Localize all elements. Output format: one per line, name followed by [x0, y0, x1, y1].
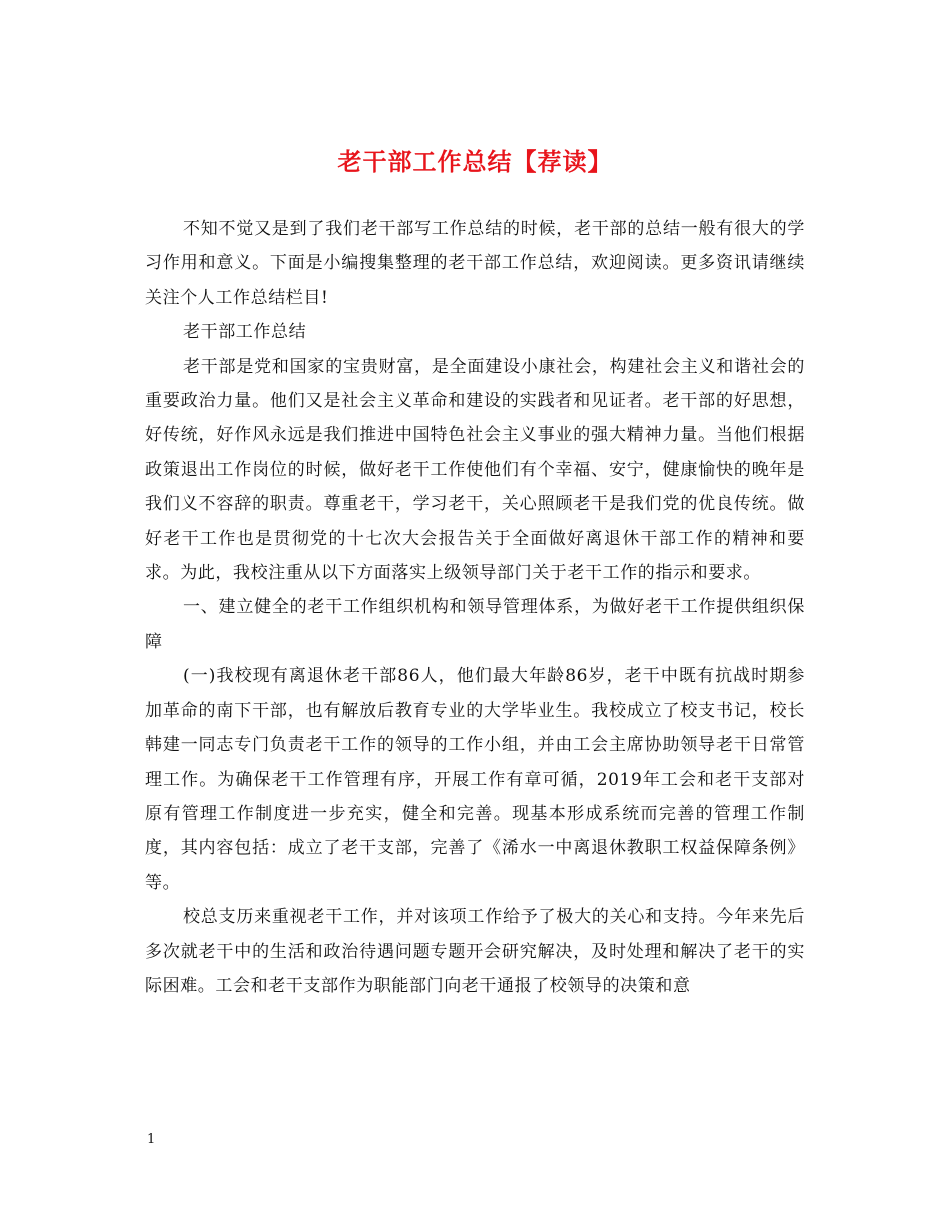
section-heading: 老干部工作总结	[183, 322, 307, 343]
body-paragraph: 校总支历来重视老干工作，并对该项工作给予了极大的关心和支持。今年来先后多次就老干中的生活和政治待遇问题专题开会研究解决，及时处理和解决了老干的实际困难。工会和老干支部作为职能部门向老干通报了校领导的决策和意	[145, 907, 805, 996]
document-title: 老干部工作总结【荐读】	[337, 147, 613, 176]
document-body	[145, 212, 805, 1003]
intro-paragraph: 不知不觉又是到了我们老干部写工作总结的时候，老干部的总结一般有很大的学习作用和意义。下面是小编搜集整理的老干部工作总结，欢迎阅读。更多资讯请继续关注个人工作总结栏目!	[145, 219, 805, 308]
page-number: 1	[147, 1132, 156, 1147]
subsection-heading: 一、建立健全的老干工作组织机构和领导管理体系，为做好老干工作提供组织保障	[145, 597, 805, 652]
body-paragraph: 老干部是党和国家的宝贵财富，是全面建设小康社会，构建社会主义和谐社会的重要政治力量。他们又是社会主义革命和建设的实践者和见证者。老干部的好思想，好传统，好作风永远是我们推进中国特色社会主义事业的强大精神力量。当他们根据政策退出工作岗位的时候，做好老干工作使他们有个幸福、安宁，健康愉快的晚年是我们义不容辞的职责。尊重老干，学习老干，关心照顾老干是我们党的优良传统。做好老干工作也是贯彻党的十七次大会报告关于全面做好离退休干部工作的精神和要求。为此，我校注重从以下方面落实上级领导部门关于老干工作的指示和要求。	[145, 356, 805, 584]
body-paragraph: (一)我校现有离退休老干部86人，他们最大年龄86岁，老干中既有抗战时期参加革命的南下干部，也有解放后教育专业的大学毕业生。我校成立了校支书记，校长韩建一同志专门负责老干工作的领导的工作小组，并由工会主席协助领导老干日常管理工作。为确保老干工作管理有序，开展工作有章可循，2019年工会和老干支部对原有管理工作制度进一步充实，健全和完善。现基本形成系统而完善的管理工作制度，其内容包括：成立了老干支部，完善了《浠水一中离退休教职工权益保障条例》等。	[145, 666, 805, 893]
